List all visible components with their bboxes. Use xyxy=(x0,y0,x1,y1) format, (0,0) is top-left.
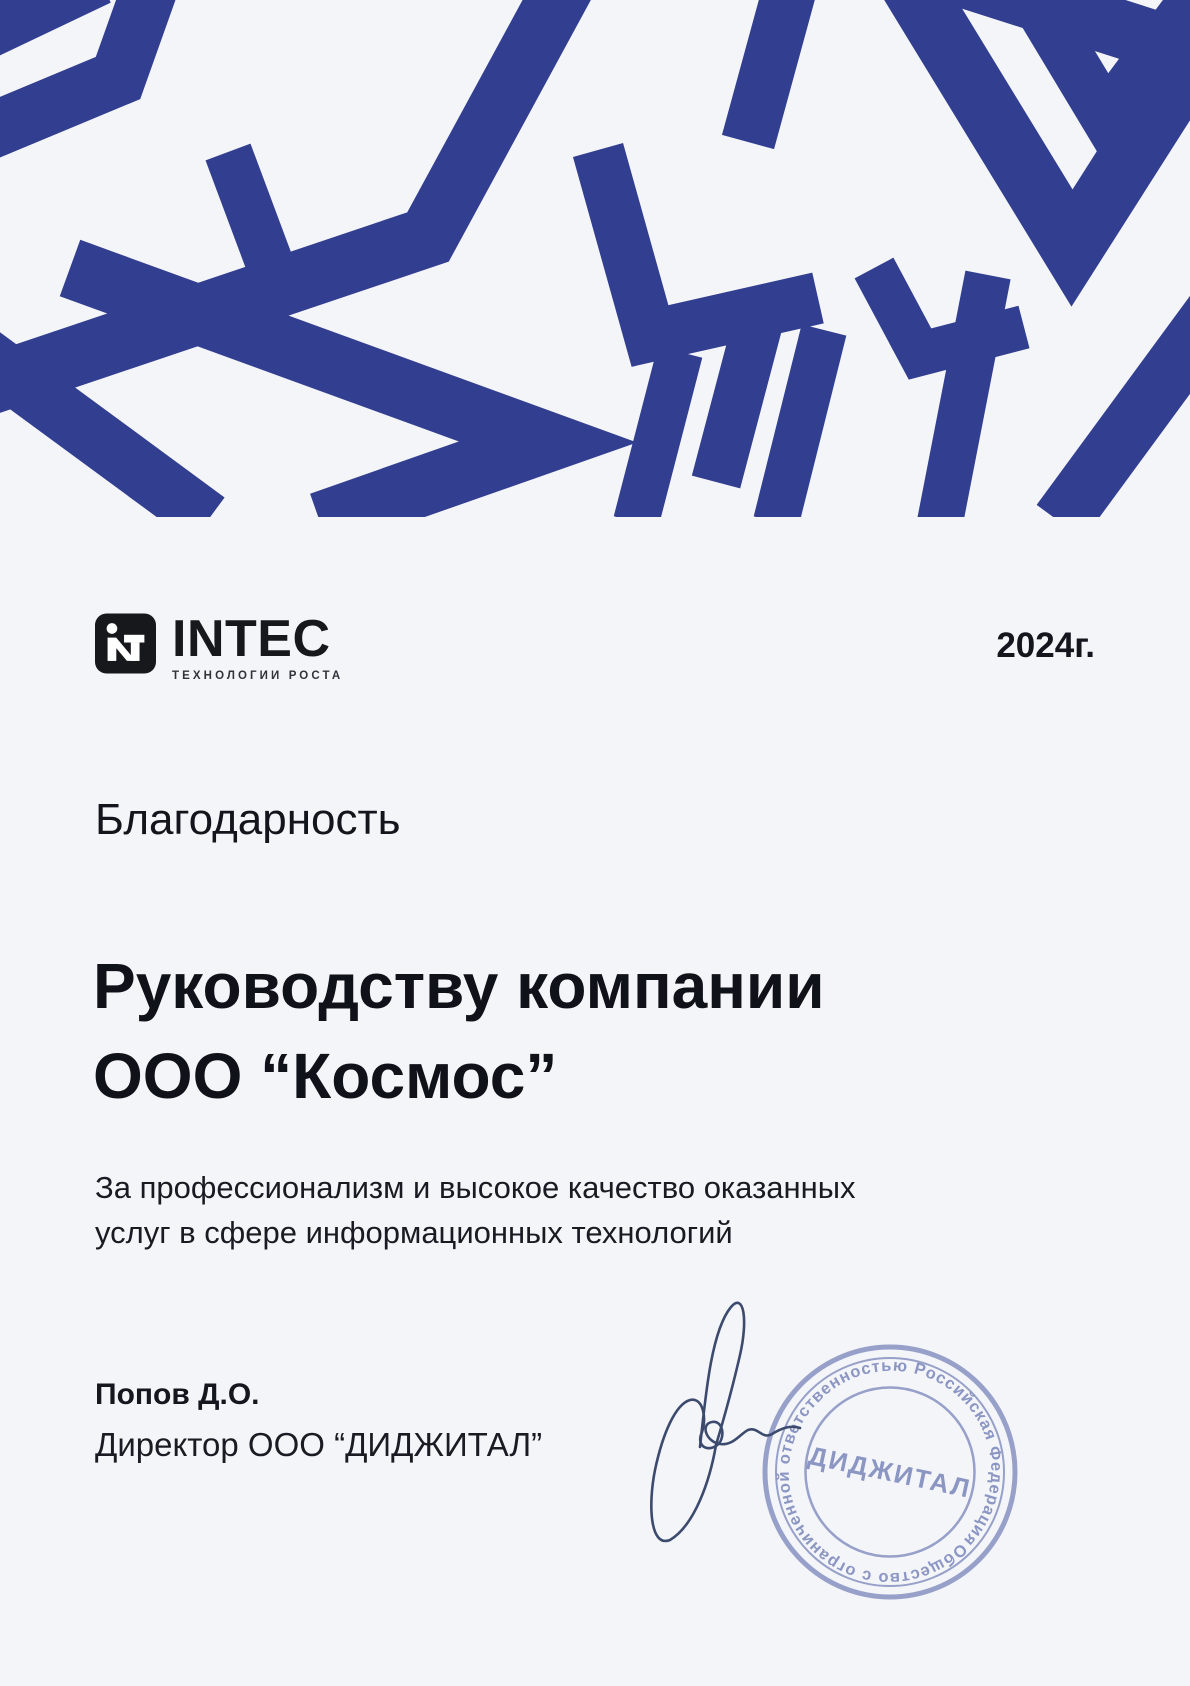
certificate-title-line1: Руководству компании xyxy=(93,950,825,1022)
geometric-pattern xyxy=(0,0,1190,517)
certificate-title xyxy=(93,941,825,1121)
stamp-ring-text: Общество с ограниченной ответственностью Российская Федерация xyxy=(774,1356,1006,1588)
signer-role: Директор ООО “ДИДЖИТАЛ” xyxy=(95,1426,543,1463)
signature xyxy=(590,1270,870,1590)
logo-tagline: ТЕХНОЛОГИИ РОСТА xyxy=(172,669,344,682)
intec-logo xyxy=(95,610,344,682)
logo-text xyxy=(172,610,344,682)
brand-row xyxy=(95,610,1095,682)
certificate-title-line2: ООО “Космос” xyxy=(93,1040,558,1112)
certificate-label: Благодарность xyxy=(95,795,401,844)
certificate-body: За профессионализм и высокое качество оказанных услуг в сфере информационных технологий xyxy=(95,1170,856,1250)
year-label: 2024г. xyxy=(996,626,1095,665)
logo-name: INTEC xyxy=(172,610,331,668)
intec-logo-mark-icon xyxy=(95,613,156,674)
stamp-center-text: ДИДЖИТАЛ xyxy=(805,1440,975,1504)
signer-name: Попов Д.О. xyxy=(95,1378,260,1411)
